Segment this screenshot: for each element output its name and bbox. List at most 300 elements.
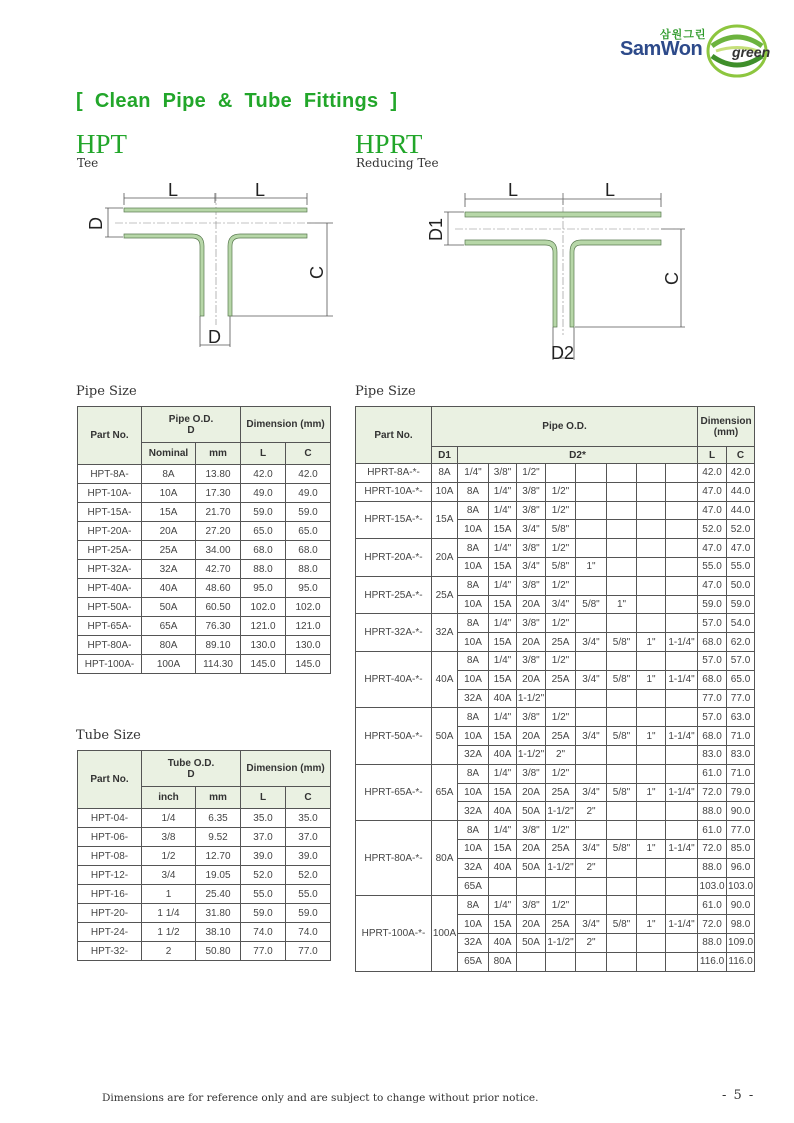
table-row bbox=[78, 866, 331, 885]
cell-d2 bbox=[607, 952, 637, 971]
cell-c: 71.0 bbox=[727, 727, 755, 746]
cell-d2 bbox=[666, 651, 698, 670]
cell-d2: 2" bbox=[576, 858, 607, 877]
cell-d2 bbox=[607, 614, 637, 633]
cell-mm: 17.30 bbox=[196, 484, 241, 503]
cell-c: 96.0 bbox=[727, 858, 755, 877]
cell-d2: 40A bbox=[489, 858, 517, 877]
cell-d2: 32A bbox=[458, 802, 489, 821]
cell-d2 bbox=[637, 576, 666, 595]
cell-d2 bbox=[607, 520, 637, 539]
cell-mm: 19.05 bbox=[196, 866, 241, 885]
cell-d2: 1/2" bbox=[546, 576, 576, 595]
cell-l: 95.0 bbox=[241, 579, 286, 598]
cell-d2: 10A bbox=[458, 633, 489, 652]
product-name-hpt: Tee bbox=[77, 156, 99, 170]
cell-d2 bbox=[637, 821, 666, 840]
cell-d2: 32A bbox=[458, 689, 489, 708]
cell-d2: 15A bbox=[489, 557, 517, 576]
cell-d2: 1" bbox=[637, 670, 666, 689]
hprt-label-l-left: L bbox=[508, 180, 519, 200]
cell-d2: 5/8" bbox=[607, 783, 637, 802]
cell-d2: 8A bbox=[458, 821, 489, 840]
cell-d2: 1/2" bbox=[546, 708, 576, 727]
cell-l: 72.0 bbox=[698, 915, 727, 934]
cell-mm: 13.80 bbox=[196, 465, 241, 484]
cell-mm: 38.10 bbox=[196, 923, 241, 942]
cell-c: 68.0 bbox=[286, 541, 331, 560]
cell-l: 55.0 bbox=[241, 885, 286, 904]
cell-l: 61.0 bbox=[698, 821, 727, 840]
table-row bbox=[78, 522, 331, 541]
cell-inch: 1/2 bbox=[142, 847, 196, 866]
cell-d2 bbox=[517, 952, 546, 971]
cell-d2 bbox=[607, 539, 637, 558]
cell-d2: 50A bbox=[517, 933, 546, 952]
cell-mm: 21.70 bbox=[196, 503, 241, 522]
cell-part-no: HPRT-15A-*- bbox=[356, 501, 432, 539]
cell-part-no: HPT-15A- bbox=[78, 503, 142, 522]
hprt-pipe-size-table bbox=[355, 406, 755, 972]
cell-d2 bbox=[666, 764, 698, 783]
cell-d2: 1" bbox=[637, 783, 666, 802]
hpt-tube-size-table bbox=[77, 750, 331, 961]
cell-d2: 3/8" bbox=[517, 821, 546, 840]
cell-d2: 5/8" bbox=[607, 670, 637, 689]
cell-inch: 1 bbox=[142, 885, 196, 904]
cell-d2 bbox=[666, 595, 698, 614]
col-header-dimension: Dimension (mm) bbox=[698, 407, 755, 447]
cell-l: 74.0 bbox=[241, 923, 286, 942]
cell-mm: 31.80 bbox=[196, 904, 241, 923]
cell-l: 35.0 bbox=[241, 809, 286, 828]
cell-d2 bbox=[666, 952, 698, 971]
cell-d2 bbox=[576, 501, 607, 520]
table-row bbox=[356, 896, 755, 915]
cell-d2: 20A bbox=[517, 670, 546, 689]
cell-d2: 20A bbox=[517, 783, 546, 802]
cell-l: 57.0 bbox=[698, 614, 727, 633]
cell-d2: 20A bbox=[517, 915, 546, 934]
cell-c: 77.0 bbox=[727, 689, 755, 708]
cell-part-no: HPT-8A- bbox=[78, 465, 142, 484]
cell-l: 145.0 bbox=[241, 655, 286, 674]
table-row bbox=[356, 576, 755, 595]
cell-d2: 3/8" bbox=[517, 576, 546, 595]
cell-c: 74.0 bbox=[286, 923, 331, 942]
cell-d2: 1/2" bbox=[546, 764, 576, 783]
cell-d2: 1/2" bbox=[517, 464, 546, 483]
cell-part-no: HPT-80A- bbox=[78, 636, 142, 655]
cell-d2: 10A bbox=[458, 557, 489, 576]
cell-l: 88.0 bbox=[698, 933, 727, 952]
cell-d2: 3/4" bbox=[576, 783, 607, 802]
cell-d1: 25A bbox=[432, 576, 458, 614]
cell-d2: 10A bbox=[458, 670, 489, 689]
col-header-d2: D2* bbox=[458, 447, 698, 464]
logo-korean-text: 삼원그린 bbox=[660, 28, 707, 41]
col-header-c: C bbox=[727, 447, 755, 464]
cell-c: 54.0 bbox=[727, 614, 755, 633]
cell-d2 bbox=[576, 764, 607, 783]
table-row bbox=[78, 636, 331, 655]
cell-c: 63.0 bbox=[727, 708, 755, 727]
cell-d2 bbox=[666, 689, 698, 708]
cell-mm: 6.35 bbox=[196, 809, 241, 828]
cell-nominal: 20A bbox=[142, 522, 196, 541]
product-code-hprt: HPRT bbox=[355, 129, 423, 159]
cell-d2: 10A bbox=[458, 783, 489, 802]
cell-d2: 1" bbox=[637, 633, 666, 652]
cell-d1: 100A bbox=[432, 896, 458, 971]
cell-l: 77.0 bbox=[698, 689, 727, 708]
cell-d2 bbox=[576, 821, 607, 840]
cell-d2 bbox=[576, 689, 607, 708]
cell-d2 bbox=[576, 539, 607, 558]
cell-c: 103.0 bbox=[727, 877, 755, 896]
table-row bbox=[78, 503, 331, 522]
cell-d2: 8A bbox=[458, 501, 489, 520]
cell-d2: 1-1/4" bbox=[666, 839, 698, 858]
cell-d2: 3/4" bbox=[576, 839, 607, 858]
cell-part-no: HPT-08- bbox=[78, 847, 142, 866]
cell-d2: 65A bbox=[458, 877, 489, 896]
table-row bbox=[78, 828, 331, 847]
cell-d2: 25A bbox=[546, 727, 576, 746]
cell-d2: 5/8" bbox=[607, 633, 637, 652]
cell-d2: 1-1/2" bbox=[546, 802, 576, 821]
cell-part-no: HPT-25A- bbox=[78, 541, 142, 560]
cell-d2: 8A bbox=[458, 896, 489, 915]
cell-d2 bbox=[637, 595, 666, 614]
cell-d2: 1/2" bbox=[546, 614, 576, 633]
disclaimer-note: Dimensions are for reference only and are subject to change without prior notice. bbox=[102, 1092, 539, 1104]
cell-d2 bbox=[576, 745, 607, 764]
col-header-mm: mm bbox=[196, 443, 241, 465]
cell-d2 bbox=[607, 821, 637, 840]
hpt-label-l-right: L bbox=[255, 180, 266, 200]
col-header-dimension: Dimension (mm) bbox=[241, 751, 331, 787]
table-row bbox=[356, 482, 755, 501]
cell-d2: 2" bbox=[546, 745, 576, 764]
cell-d2: 3/8" bbox=[517, 539, 546, 558]
cell-part-no: HPT-20A- bbox=[78, 522, 142, 541]
cell-d2: 3/4" bbox=[576, 633, 607, 652]
col-header-c: C bbox=[286, 787, 331, 809]
cell-d2: 1-1/4" bbox=[666, 633, 698, 652]
hpt-label-c: C bbox=[307, 266, 327, 279]
cell-l: 42.0 bbox=[698, 464, 727, 483]
cell-c: 130.0 bbox=[286, 636, 331, 655]
cell-d2: 20A bbox=[517, 633, 546, 652]
cell-d2 bbox=[607, 896, 637, 915]
cell-d2: 1/4" bbox=[489, 821, 517, 840]
cell-d2 bbox=[666, 576, 698, 595]
cell-part-no: HPRT-32A-*- bbox=[356, 614, 432, 652]
cell-inch: 1 1/2 bbox=[142, 923, 196, 942]
cell-l: 68.0 bbox=[241, 541, 286, 560]
cell-l: 88.0 bbox=[698, 802, 727, 821]
table-row bbox=[356, 501, 755, 520]
col-header-inch: inch bbox=[142, 787, 196, 809]
cell-d2: 3/8" bbox=[517, 896, 546, 915]
table-row bbox=[78, 847, 331, 866]
cell-c: 59.0 bbox=[286, 503, 331, 522]
table-row bbox=[78, 923, 331, 942]
cell-part-no: HPT-40A- bbox=[78, 579, 142, 598]
cell-part-no: HPT-32A- bbox=[78, 560, 142, 579]
cell-d2: 3/8" bbox=[517, 764, 546, 783]
cell-d2: 3/8" bbox=[517, 708, 546, 727]
cell-d2: 1-1/2" bbox=[546, 858, 576, 877]
cell-part-no: HPT-32- bbox=[78, 942, 142, 961]
hpt-label-l-left: L bbox=[168, 180, 179, 200]
cell-d2 bbox=[637, 802, 666, 821]
cell-d2: 20A bbox=[517, 839, 546, 858]
col-header-l: L bbox=[241, 787, 286, 809]
cell-d2 bbox=[607, 708, 637, 727]
cell-mm: 76.30 bbox=[196, 617, 241, 636]
pipe-od-sub-label: D bbox=[187, 424, 195, 436]
cell-mm: 25.40 bbox=[196, 885, 241, 904]
cell-d2: 5/8" bbox=[576, 595, 607, 614]
cell-l: 37.0 bbox=[241, 828, 286, 847]
cell-d2: 10A bbox=[458, 595, 489, 614]
cell-c: 44.0 bbox=[727, 482, 755, 501]
page-number: - 5 - bbox=[722, 1088, 754, 1103]
cell-d2 bbox=[546, 952, 576, 971]
cell-d2 bbox=[637, 539, 666, 558]
cell-c: 83.0 bbox=[727, 745, 755, 764]
col-header-c: C bbox=[286, 443, 331, 465]
cell-d2: 1/4" bbox=[489, 482, 517, 501]
cell-l: 77.0 bbox=[241, 942, 286, 961]
page-title: [ Clean Pipe & Tube Fittings ] bbox=[76, 90, 398, 112]
product-code-hpt: HPT bbox=[76, 129, 128, 159]
cell-d1: 32A bbox=[432, 614, 458, 652]
cell-c: 109.0 bbox=[727, 933, 755, 952]
table-row bbox=[78, 541, 331, 560]
cell-d2: 1/4" bbox=[458, 464, 489, 483]
cell-nominal: 32A bbox=[142, 560, 196, 579]
product-name-hprt: Reducing Tee bbox=[356, 156, 439, 170]
cell-l: 49.0 bbox=[241, 484, 286, 503]
cell-d2: 10A bbox=[458, 915, 489, 934]
cell-d2: 5/8" bbox=[607, 915, 637, 934]
cell-d2: 20A bbox=[517, 595, 546, 614]
cell-d2 bbox=[666, 933, 698, 952]
cell-l: 65.0 bbox=[241, 522, 286, 541]
table-row bbox=[356, 651, 755, 670]
cell-part-no: HPRT-20A-*- bbox=[356, 539, 432, 577]
cell-d2: 3/4" bbox=[546, 595, 576, 614]
cell-d2: 40A bbox=[489, 745, 517, 764]
cell-d1: 65A bbox=[432, 764, 458, 820]
tube-od-label: Tube O.D. bbox=[167, 757, 215, 769]
hprt-reducing-tee-diagram bbox=[420, 175, 700, 365]
cell-part-no: HPT-12- bbox=[78, 866, 142, 885]
cell-d2 bbox=[666, 520, 698, 539]
cell-mm: 48.60 bbox=[196, 579, 241, 598]
cell-l: 102.0 bbox=[241, 598, 286, 617]
hpt-tee-diagram bbox=[75, 175, 345, 355]
cell-mm: 50.80 bbox=[196, 942, 241, 961]
cell-l: 68.0 bbox=[698, 670, 727, 689]
cell-d2 bbox=[666, 482, 698, 501]
cell-d2 bbox=[637, 520, 666, 539]
cell-c: 65.0 bbox=[727, 670, 755, 689]
cell-d2: 1/2" bbox=[546, 501, 576, 520]
cell-d2 bbox=[607, 651, 637, 670]
cell-d1: 8A bbox=[432, 464, 458, 483]
cell-d2: 50A bbox=[517, 802, 546, 821]
cell-mm: 60.50 bbox=[196, 598, 241, 617]
cell-c: 55.0 bbox=[727, 557, 755, 576]
cell-c: 90.0 bbox=[727, 802, 755, 821]
cell-nominal: 40A bbox=[142, 579, 196, 598]
hpt-pipe-size-table bbox=[77, 406, 331, 674]
cell-d1: 50A bbox=[432, 708, 458, 764]
table-row bbox=[356, 464, 755, 483]
cell-l: 72.0 bbox=[698, 839, 727, 858]
cell-l: 52.0 bbox=[241, 866, 286, 885]
cell-d2: 8A bbox=[458, 764, 489, 783]
cell-d2: 40A bbox=[489, 802, 517, 821]
cell-nominal: 65A bbox=[142, 617, 196, 636]
cell-d2 bbox=[637, 877, 666, 896]
table-row bbox=[356, 539, 755, 558]
cell-d2: 1/4" bbox=[489, 708, 517, 727]
cell-d2 bbox=[637, 764, 666, 783]
pipe-od-label: Pipe O.D. bbox=[168, 413, 214, 425]
cell-c: 47.0 bbox=[727, 539, 755, 558]
table-row bbox=[356, 821, 755, 840]
cell-d2 bbox=[637, 464, 666, 483]
cell-d2: 25A bbox=[546, 783, 576, 802]
cell-d2 bbox=[607, 764, 637, 783]
cell-d2 bbox=[637, 651, 666, 670]
cell-d2 bbox=[607, 482, 637, 501]
table-row bbox=[78, 655, 331, 674]
cell-c: 52.0 bbox=[727, 520, 755, 539]
cell-l: 47.0 bbox=[698, 501, 727, 520]
cell-c: 98.0 bbox=[727, 915, 755, 934]
cell-c: 59.0 bbox=[286, 904, 331, 923]
cell-d2: 5/8" bbox=[546, 557, 576, 576]
cell-d2: 15A bbox=[489, 670, 517, 689]
cell-d2 bbox=[637, 501, 666, 520]
cell-l: 42.0 bbox=[241, 465, 286, 484]
cell-d2 bbox=[607, 877, 637, 896]
cell-d2: 8A bbox=[458, 614, 489, 633]
cell-nominal: 100A bbox=[142, 655, 196, 674]
cell-d2: 2" bbox=[576, 802, 607, 821]
cell-d2 bbox=[637, 745, 666, 764]
cell-d2: 32A bbox=[458, 933, 489, 952]
hprt-label-d1: D1 bbox=[426, 217, 446, 241]
cell-d2 bbox=[576, 896, 607, 915]
cell-nominal: 15A bbox=[142, 503, 196, 522]
cell-l: 121.0 bbox=[241, 617, 286, 636]
cell-mm: 114.30 bbox=[196, 655, 241, 674]
cell-d2: 15A bbox=[489, 520, 517, 539]
cell-part-no: HPT-65A- bbox=[78, 617, 142, 636]
cell-d2 bbox=[576, 614, 607, 633]
col-header-dimension: Dimension (mm) bbox=[241, 407, 331, 443]
table-row bbox=[78, 560, 331, 579]
cell-part-no: HPT-20- bbox=[78, 904, 142, 923]
cell-l: 59.0 bbox=[241, 904, 286, 923]
cell-d2 bbox=[666, 821, 698, 840]
cell-d2: 15A bbox=[489, 633, 517, 652]
cell-mm: 34.00 bbox=[196, 541, 241, 560]
cell-d2 bbox=[637, 689, 666, 708]
cell-d2: 65A bbox=[458, 952, 489, 971]
cell-d2: 1/2" bbox=[546, 651, 576, 670]
table-row bbox=[78, 942, 331, 961]
cell-l: 88.0 bbox=[698, 858, 727, 877]
cell-d2 bbox=[546, 464, 576, 483]
cell-d2: 1/4" bbox=[489, 651, 517, 670]
cell-l: 52.0 bbox=[698, 520, 727, 539]
cell-l: 47.0 bbox=[698, 539, 727, 558]
cell-d2: 3/4" bbox=[517, 557, 546, 576]
cell-d2 bbox=[607, 557, 637, 576]
col-header-part-no: Part No. bbox=[78, 407, 142, 465]
cell-d2: 80A bbox=[489, 952, 517, 971]
cell-d2: 2" bbox=[576, 933, 607, 952]
cell-c: 55.0 bbox=[286, 885, 331, 904]
cell-part-no: HPRT-50A-*- bbox=[356, 708, 432, 764]
cell-mm: 89.10 bbox=[196, 636, 241, 655]
cell-d2: 25A bbox=[546, 670, 576, 689]
cell-l: 57.0 bbox=[698, 708, 727, 727]
cell-d1: 80A bbox=[432, 821, 458, 896]
cell-d1: 10A bbox=[432, 482, 458, 501]
cell-d2: 1/4" bbox=[489, 501, 517, 520]
cell-l: 68.0 bbox=[698, 727, 727, 746]
cell-c: 57.0 bbox=[727, 651, 755, 670]
cell-d2: 32A bbox=[458, 745, 489, 764]
cell-nominal: 8A bbox=[142, 465, 196, 484]
col-header-pipe-od bbox=[142, 407, 241, 443]
cell-d2: 1" bbox=[637, 915, 666, 934]
cell-d2: 3/4" bbox=[576, 670, 607, 689]
cell-c: 95.0 bbox=[286, 579, 331, 598]
cell-inch: 1 1/4 bbox=[142, 904, 196, 923]
col-header-l: L bbox=[698, 447, 727, 464]
cell-nominal: 50A bbox=[142, 598, 196, 617]
cell-d2: 8A bbox=[458, 539, 489, 558]
cell-d2 bbox=[637, 896, 666, 915]
cell-c: 77.0 bbox=[727, 821, 755, 840]
cell-d2 bbox=[576, 464, 607, 483]
cell-d2: 3/8" bbox=[517, 614, 546, 633]
cell-d2 bbox=[607, 745, 637, 764]
hprt-pipe-section-label: Pipe Size bbox=[355, 384, 416, 399]
cell-c: 71.0 bbox=[727, 764, 755, 783]
cell-d2: 3/4" bbox=[576, 915, 607, 934]
cell-l: 57.0 bbox=[698, 651, 727, 670]
col-header-d1: D1 bbox=[432, 447, 458, 464]
cell-d2 bbox=[607, 689, 637, 708]
cell-l: 103.0 bbox=[698, 877, 727, 896]
cell-l: 88.0 bbox=[241, 560, 286, 579]
table-row bbox=[78, 904, 331, 923]
cell-d2 bbox=[576, 576, 607, 595]
cell-l: 116.0 bbox=[698, 952, 727, 971]
cell-part-no: HPRT-40A-*- bbox=[356, 651, 432, 707]
